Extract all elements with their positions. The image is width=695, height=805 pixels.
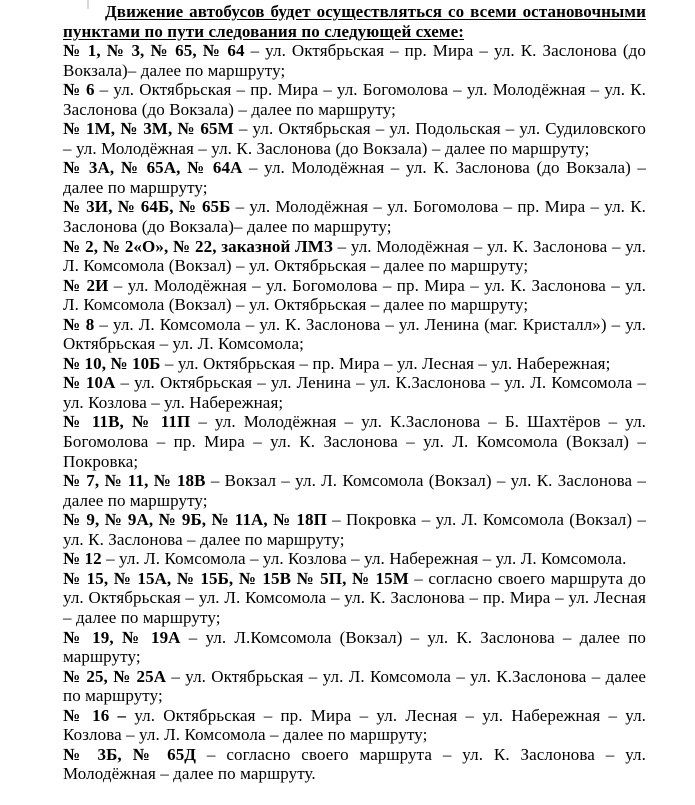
route-description: – ул. Октябрьская – ул. Подольская – ул. Судиловского – ул. Молодёжная – ул. К. Заслонова (до Вокзала) – далее по маршруту; [63,119,646,158]
route-description: – ул. Молодёжная – ул. К. Заслонова (до Вокзала) – далее по маршруту; [63,158,646,197]
route-paragraph [63,569,646,628]
route-numbers: № 12 [63,549,102,569]
route-paragraph [63,549,646,569]
route-description: – ул. Октябрьская – ул. Л. Комсомола – ул. К.Заслонова – далее по маршруту; [63,666,646,706]
route-description: – ул. Октябрьская – пр. Мира – ул. Лесная – ул. Набережная; [160,353,611,373]
route-numbers: № 11В, № 11П [63,412,191,432]
route-description: – согласно своего маршрута – ул. К. Заслонова – ул. Молодёжная – далее по маршруту. [63,744,646,784]
route-description: – ул. Л. Комсомола – ул. К. Заслонова – ул. Ленина (маг. Кристалл») – ул. Октябрьская – ул. Л. Комсомола; [63,314,646,354]
route-paragraph [63,315,646,354]
route-numbers: № 10А [63,373,116,393]
route-description: – Покровка – ул. Л. Комсомола (Вокзал) – ул. К. Заслонова – далее по маршруту; [63,510,646,549]
route-description: – ул. Молодёжная – ул. К. Заслонова – ул. Л. Комсомола (Вокзал) – ул. Октябрьская – далее по маршруту; [63,236,646,276]
route-paragraph [63,197,646,236]
route-description: – ул. Молодёжная – ул. Богомолова – пр. Мира – ул. К. Заслонова (до Вокзала)– далее по маршруту; [63,197,646,237]
route-numbers: № 10, № 10Б [63,353,161,373]
route-numbers: № 3Б, № 65Д [63,744,197,764]
route-numbers: № 2, № 2«О», № 22, заказной ЛМЗ [63,236,333,256]
route-numbers: № 8 [63,314,95,334]
route-description: – ул. Л.Комсомола (Вокзал) – ул. К. Заслонова – далее по маршруту; [63,627,646,667]
route-paragraph [63,628,646,667]
route-paragraph [63,745,646,784]
route-numbers: № 19, № 19А [63,627,181,647]
route-description: – ул. Молодёжная – ул. Богомолова – пр. Мира – ул. К. Заслонова – ул. Л. Комсомола (Вокзал) – ул. Октябрьская – далее по маршруту; [63,275,646,315]
route-numbers: № 1М, № 3М, № 65М [63,119,234,139]
route-numbers: № 3А, № 65А, № 64А [63,158,243,178]
route-paragraph [63,510,646,549]
route-paragraph [63,471,646,510]
route-paragraph [63,237,646,276]
route-numbers: № 16 – [63,705,127,725]
route-paragraph [63,412,646,471]
route-numbers: № 25, № 25А [63,666,167,686]
route-paragraph [63,276,646,315]
route-paragraph [63,158,646,197]
route-numbers: № 6 [63,80,95,100]
route-description: – ул. Молодёжная – ул. К.Заслонова – Б. Шахтёров – ул. Богомолова – пр. Мира – ул. К. Заслонова – ул. Л. Комсомола (Вокзал) – Покровка; [63,412,646,471]
route-numbers: № 7, № 11, № 18В [63,471,206,491]
route-paragraph [63,373,646,412]
route-description: ул. Октябрьская – пр. Мира – ул. Лесная – ул. Набережная – ул. Козлова – ул. Л. Комсомола – далее по маршруту; [63,705,646,745]
route-description: – ул. Октябрьская – ул. Ленина – ул. К.Заслонова – ул. Л. Комсомола – ул. Козлова – ул. Набережная; [63,373,646,412]
route-paragraph [63,667,646,706]
route-paragraph [63,354,646,374]
route-numbers: № 2И [63,275,109,295]
route-description: – ул. Октябрьская – пр. Мира – ул. Богомолова – ул. Молодёжная – ул. К. Заслонова (до Вокзала) – далее по маршруту; [63,80,646,119]
route-numbers: № 15, № 15А, № 15Б, № 15В № 5П, № 15М [63,568,409,588]
route-numbers: № 9, № 9А, № 9Б, № 11А, № 18П [63,510,327,530]
route-paragraph [63,41,646,80]
route-description: – Вокзал – ул. Л. Комсомола (Вокзал) – ул. К. Заслонова – далее по маршруту; [63,471,647,510]
intro-paragraph: Движение автобусов будет осуществляться со всеми остановочными пунктами по пути следования по следующей схеме: [63,2,646,41]
route-description: – ул. Л. Комсомола – ул. Козлова – ул. Набережная – ул. Л. Комсомола. [101,549,627,569]
route-numbers: № 3И, № 64Б, № 65Б [63,197,231,217]
route-numbers: № 1, № 3, № 65, № 64 [63,41,245,61]
route-description: – ул. Октябрьская – пр. Мира – ул. К. Заслонова (до Вокзала)– далее по маршруту; [63,41,646,80]
document-content [63,2,646,784]
route-description: – согласно своего маршрута до ул. Октябрьская – ул. Л. Комсомола – ул. К. Заслонова – пр. Мира – ул. Лесная – далее по маршруту; [63,568,646,627]
route-paragraph [63,706,646,745]
route-paragraph [63,119,646,158]
route-paragraph [63,80,646,119]
route-list [63,41,646,784]
